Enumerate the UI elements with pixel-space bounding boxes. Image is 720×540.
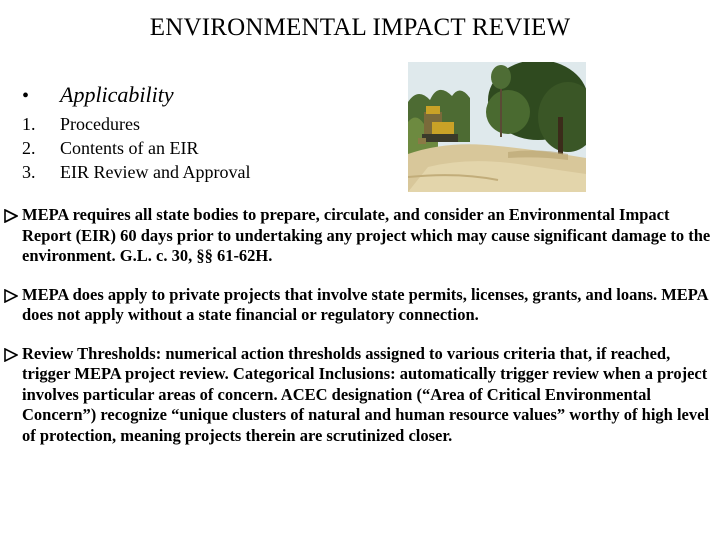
paragraph-text: MEPA does apply to private projects that involve state permits, licenses, grants, and loans. MEPA does not apply without a state financial or regulatory connection. bbox=[22, 284, 708, 324]
outline-bullet-label: Applicability bbox=[60, 82, 174, 107]
arrow-bullet-icon bbox=[4, 344, 22, 368]
paragraph-list bbox=[4, 205, 716, 464]
paragraph-item bbox=[4, 344, 716, 447]
outline-item-number: 2. bbox=[22, 138, 36, 158]
outline-item-label: Contents of an EIR bbox=[60, 138, 199, 158]
bullet-icon: • bbox=[22, 85, 30, 107]
outline-item bbox=[22, 114, 402, 138]
construction-site-photo bbox=[408, 62, 586, 192]
paragraph-text: MEPA requires all state bodies to prepare, circulate, and consider an Environmental Impact Report (EIR) 60 days prior to undertaking any project which may cause significant damage to the environment. G.L. c. 30, §§ 61-62H. bbox=[22, 205, 711, 265]
paragraph-text: Review Thresholds: numerical action thresholds assigned to various criteria that, if reached, trigger MEPA project review. Categorical Inclusions: automatically trigger review when a project involves particular areas of concern. ACEC designation (“Area of Critical Environmental Concern”) recognize “unique clusters of natural and human resource values” worthy of high level of protection, meaning projects therein are scrutinized closer. bbox=[22, 343, 710, 445]
outline-item-label: EIR Review and Approval bbox=[60, 162, 251, 182]
outline-item bbox=[22, 138, 402, 162]
outline-list bbox=[22, 82, 402, 186]
page-title: ENVIRONMENTAL IMPACT REVIEW bbox=[149, 14, 571, 41]
outline-item bbox=[22, 162, 402, 186]
paragraph-item bbox=[4, 285, 716, 326]
arrow-bullet-icon bbox=[4, 205, 22, 229]
outline-item-number: 3. bbox=[22, 162, 36, 182]
paragraph-item bbox=[4, 205, 716, 267]
outline-bullet-item bbox=[22, 82, 402, 114]
outline-item-label: Procedures bbox=[60, 114, 140, 134]
arrow-bullet-icon bbox=[4, 285, 22, 309]
outline-item-number: 1. bbox=[22, 114, 36, 134]
